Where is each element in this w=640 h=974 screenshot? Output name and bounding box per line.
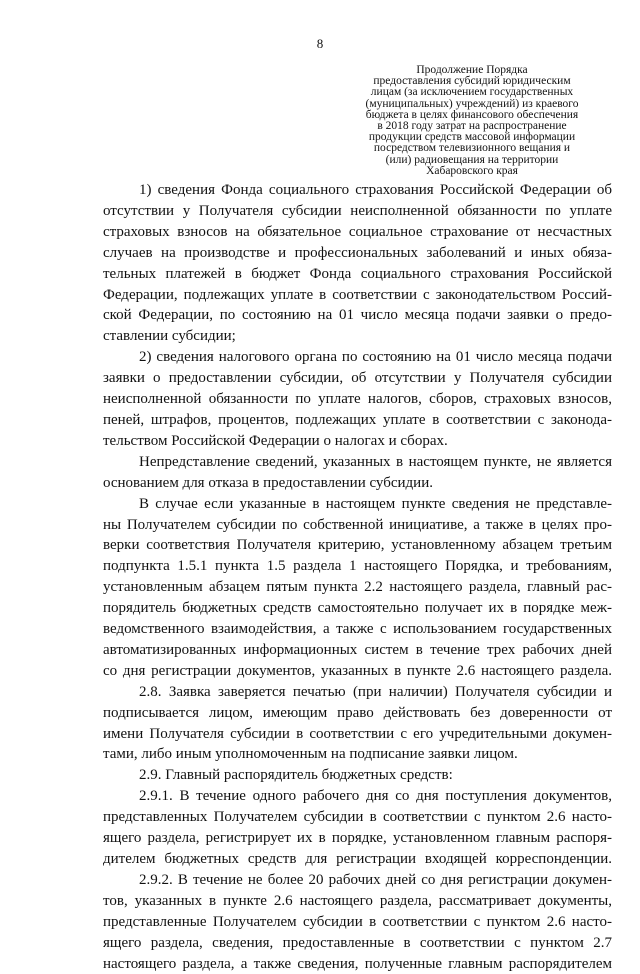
text-line: тами, либо иным уполномоченным на подписание заявки лицом. [103,746,518,763]
header-line: предоставления субсидий юридическим [373,75,571,88]
text-line: ящего раздела, сведения, предоставленные в соответствии с пунктом 2.7 [103,934,612,951]
text-line: В случае если указанные в настоящем пункте сведения не представле- [139,495,612,512]
text-line: 2) сведения налогового органа по состоянию на 01 число месяца подачи [139,349,612,366]
header-line: продукции средств массовой информации [368,131,576,144]
text-line: тельных платежей в бюджет Фонда социального страхования Российской [103,265,612,282]
text-line: заявки о предоставлении субсидии, об отсутствии у Получателя субсидии [103,370,612,387]
text-line: тов, указанных в пункте 2.6 настоящего раздела, рассматривает документы, [103,892,612,909]
text-line: порядитель бюджетных средств самостоятельно получает их в порядке меж- [103,600,612,617]
text-line: тельством Российской Федерации о налогах и сборах. [103,432,448,449]
text-line: ны Получателем субсидии по собственной инициативе, а также в целях про- [103,516,612,533]
page-number: 8 [316,36,324,51]
header-line: (муниципальных) учреждений) из краевого [365,97,579,110]
text-line: 1) сведения Фонда социального страхования Российской Федерации об [139,182,612,198]
text-line: 2.9. Главный распорядитель бюджетных средств: [139,767,453,784]
text-line: настоящего раздела, а также сведения, полученные главным распорядителем [103,955,612,972]
header-line: Продолжение Порядка [416,64,528,76]
header-line: в 2018 году затрат на распространение [377,120,567,133]
text-line: отсутствии у Получателя субсидии неисполненной обязанности по уплате [103,202,612,219]
text-line: подпункта 1.5.1 пункта 1.5 раздела 1 настоящего Порядка, и требованиям, [103,558,612,575]
text-line: ведомственного взаимодействия, а также с использованием государственных [103,621,612,638]
text-line: 2.9.1. В течение одного рабочего дня со дня поступления документов, [139,788,612,805]
header-line: бюджета в целях финансового обеспечения [365,108,579,121]
text-line: Непредставление сведений, указанных в настоящем пункте, не является [139,453,612,470]
text-line: установленным абзацем пятым пункта 2.2 настоящего раздела, главный рас- [103,579,612,596]
text-line: автоматизированных информационных систем в течение трех рабочих дней [103,641,612,658]
text-line: представленные Получателем субсидии в соответствии с пунктом 2.6 насто- [103,913,612,930]
header-line: (или) радиовещания на территории [385,153,559,166]
text-line: ставлении субсидии; [103,328,236,345]
text-line: представленных Получателем субсидии в соответствии с пунктом 2.6 насто- [103,809,612,826]
header-line: Хабаровского края [426,164,518,177]
text-line: пеней, штрафов, процентов, подлежащих уплате в соответствии с законода- [103,411,612,428]
text-line: 2.8. Заявка заверяется печатью (при наличии) Получателя субсидии и [139,683,612,700]
text-line: Федерации, подлежащих уплате в соответствии с законодательством Россий- [103,286,612,303]
text-line: 2.9.2. В течение не более 20 рабочих дней со дня регистрации докумен- [139,871,612,888]
text-line: страховых взносов на обязательное социальное страхование от несчастных [103,223,612,240]
text-line: подписывается лицом, имеющим право действовать без доверенности от [103,704,612,721]
header-line: посредством телевизионного вещания и [373,142,571,155]
text-line: ящего раздела, регистрирует их в порядке, установленном главным распоря- [103,830,612,847]
text-line: ской Федерации, по состоянию на 01 число месяца подачи заявки о предо- [103,307,612,324]
text-line: со дня регистрации документов, указанных в пункте 2.6 настоящего раздела. [103,662,612,679]
document-body [103,180,612,974]
text-line: неисполненной обязанности по уплате налогов, сборов, страховых взносов, [103,391,612,408]
document-header [360,65,584,177]
text-line: основанием для отказа в предоставлении субсидии. [103,474,433,491]
text-line: верки соответствия Получателя критерию, установленному абзацем третьим [103,537,612,554]
header-line: лицам (за исключением государственных [370,86,574,99]
text-line: случаев на производстве и профессиональных заболеваний и иных обяза- [103,244,612,261]
text-line: имени Получателя субсидии в соответствии с его учредительными докумен- [103,725,612,742]
text-line: дителем бюджетных средств для регистрации входящей корреспонденции. [103,851,612,867]
